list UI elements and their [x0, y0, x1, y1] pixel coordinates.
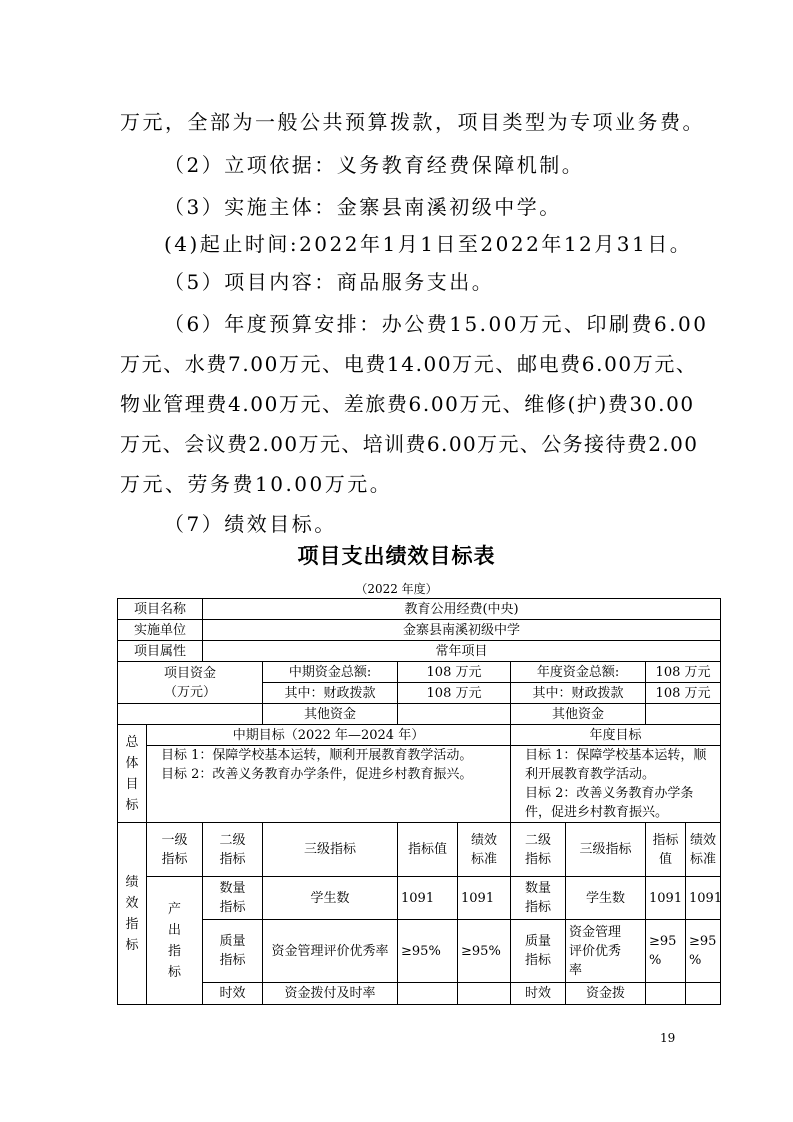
- row-year-level2: 数量 指标: [511, 877, 566, 920]
- header-standard: 绩效 标准: [458, 823, 511, 877]
- paragraph-line: 万元、会议费2.00万元、培训费6.00万元、公务接待费2.00: [120, 432, 699, 456]
- paragraph-line: (4)起止时间:2022年1月1日至2022年12月31日。: [164, 232, 693, 256]
- year-goal-1: 目标 1：保障学校基本运转，顺利开展教育教学活动。: [525, 748, 707, 782]
- year-fiscal-label: 其中：财政拨款: [511, 683, 646, 704]
- mid-other-value: [398, 704, 511, 725]
- funds-label: [118, 662, 263, 704]
- table-subtitle: （2022 年度）: [355, 582, 438, 596]
- year-goal-header: 年度目标: [511, 725, 721, 746]
- year-other-value: [646, 704, 721, 725]
- row-year-level3: 资金拨: [566, 983, 646, 1005]
- mid-fiscal-value: 108 万元: [398, 683, 511, 704]
- row-level3: 资金拨付及时率: [263, 983, 398, 1005]
- mid-goal-1: 目标 1：保障学校基本运转，顺利开展教育教学活动。: [161, 748, 473, 763]
- project-name-value: 教育公用经费(中央): [203, 599, 721, 620]
- header-year-level3: 三级指标: [566, 823, 646, 877]
- attr-label: 项目属性: [118, 641, 203, 662]
- row-year-level3: 资金管理 评价优秀 率: [566, 920, 646, 983]
- mid-goal-content: [147, 746, 511, 823]
- unit-value: 金寨县南溪初级中学: [203, 620, 721, 641]
- header-year-level2: 二级 指标: [511, 823, 566, 877]
- mid-total-value: 108 万元: [398, 662, 511, 683]
- row-value: [398, 983, 458, 1005]
- row-year-standard: ≥95 %: [686, 920, 721, 983]
- indicator-label: 绩 效 指 标: [118, 823, 147, 1005]
- mid-goal-header: 中期目标（2022 年—2024 年）: [147, 725, 511, 746]
- header-year-standard: 绩效 标准: [686, 823, 721, 877]
- year-goal-2: 目标 2：改善义务教育办学条件，促进乡村教育振兴。: [525, 786, 694, 820]
- row-level2: 质量 指标: [203, 920, 263, 983]
- row-value: 1091: [398, 877, 458, 920]
- paragraph-line: 万元，全部为一般公共预算拨款，项目类型为专项业务费。: [120, 110, 705, 134]
- row-standard: [458, 983, 511, 1005]
- year-fiscal-value: 108 万元: [646, 683, 721, 704]
- header-level2: 二级 指标: [203, 823, 263, 877]
- row-year-level3: 学生数: [566, 877, 646, 920]
- row-year-standard: [686, 983, 721, 1005]
- project-name-label: 项目名称: [118, 599, 203, 620]
- table-title: 项目支出绩效目标表: [297, 544, 496, 568]
- paragraph-line: 万元、水费7.00万元、电费14.00万元、邮电费6.00万元、: [120, 352, 698, 376]
- attr-value: 常年项目: [203, 641, 721, 662]
- year-total-value: 108 万元: [646, 662, 721, 683]
- row-value: ≥95%: [398, 920, 458, 983]
- mid-other-label: 其他资金: [263, 704, 398, 725]
- header-value: 指标值: [398, 823, 458, 877]
- paragraph-line: （3）实施主体：金寨县南溪初级中学。: [164, 195, 562, 219]
- year-other-label: 其他资金: [511, 704, 646, 725]
- mid-goal-2: 目标 2：改善义务教育办学条件，促进乡村教育振兴。: [161, 767, 473, 782]
- header-level1: 一级 指标: [147, 823, 203, 877]
- paragraph-line: （6）年度预算安排：办公费15.00万元、印刷费6.00: [164, 312, 709, 336]
- paragraph-line: 物业管理费4.00万元、差旅费6.00万元、维修(护)费30.00: [120, 392, 695, 416]
- paragraph-line: （2）立项依据：义务教育经费保障机制。: [164, 153, 585, 177]
- mid-total-label: 中期资金总额:: [263, 662, 398, 683]
- row-year-value: 1091: [646, 877, 686, 920]
- row-year-value: [646, 983, 686, 1005]
- row-standard: ≥95%: [458, 920, 511, 983]
- funds-label-line: 项目资金: [164, 665, 217, 681]
- row-year-level2: 质量 指标: [511, 920, 566, 983]
- paragraph-line: （7）绩效目标。: [164, 512, 337, 536]
- header-level3: 三级指标: [263, 823, 398, 877]
- performance-goal-table: [117, 598, 721, 1005]
- paragraph-line: （5）项目内容：商品服务支出。: [164, 270, 495, 294]
- header-year-value: 指标 值: [646, 823, 686, 877]
- mid-fiscal-label: 其中：财政拨款: [263, 683, 398, 704]
- row-year-standard: 1091: [686, 877, 721, 920]
- row-level3: 学生数: [263, 877, 398, 920]
- year-goal-content: [511, 746, 721, 823]
- row-standard: 1091: [458, 877, 511, 920]
- row-level2: 时效: [203, 983, 263, 1005]
- year-total-label: 年度资金总额:: [511, 662, 646, 683]
- page-number: 19: [660, 1031, 676, 1045]
- funds-label-unit: （万元）: [164, 684, 217, 700]
- row-level2: 数量 指标: [203, 877, 263, 920]
- row-year-value: ≥95 %: [646, 920, 686, 983]
- paragraph-line: 万元、劳务费10.00万元。: [120, 472, 393, 496]
- row-year-level2: 时效: [511, 983, 566, 1005]
- row-level3: 资金管理评价优秀率: [263, 920, 398, 983]
- unit-label: 实施单位: [118, 620, 203, 641]
- funds-label-spacer: [118, 704, 263, 725]
- overall-goal-label: 总 体 目 标: [118, 725, 147, 823]
- output-indicator-label: 产 出 指 标: [147, 877, 203, 1005]
